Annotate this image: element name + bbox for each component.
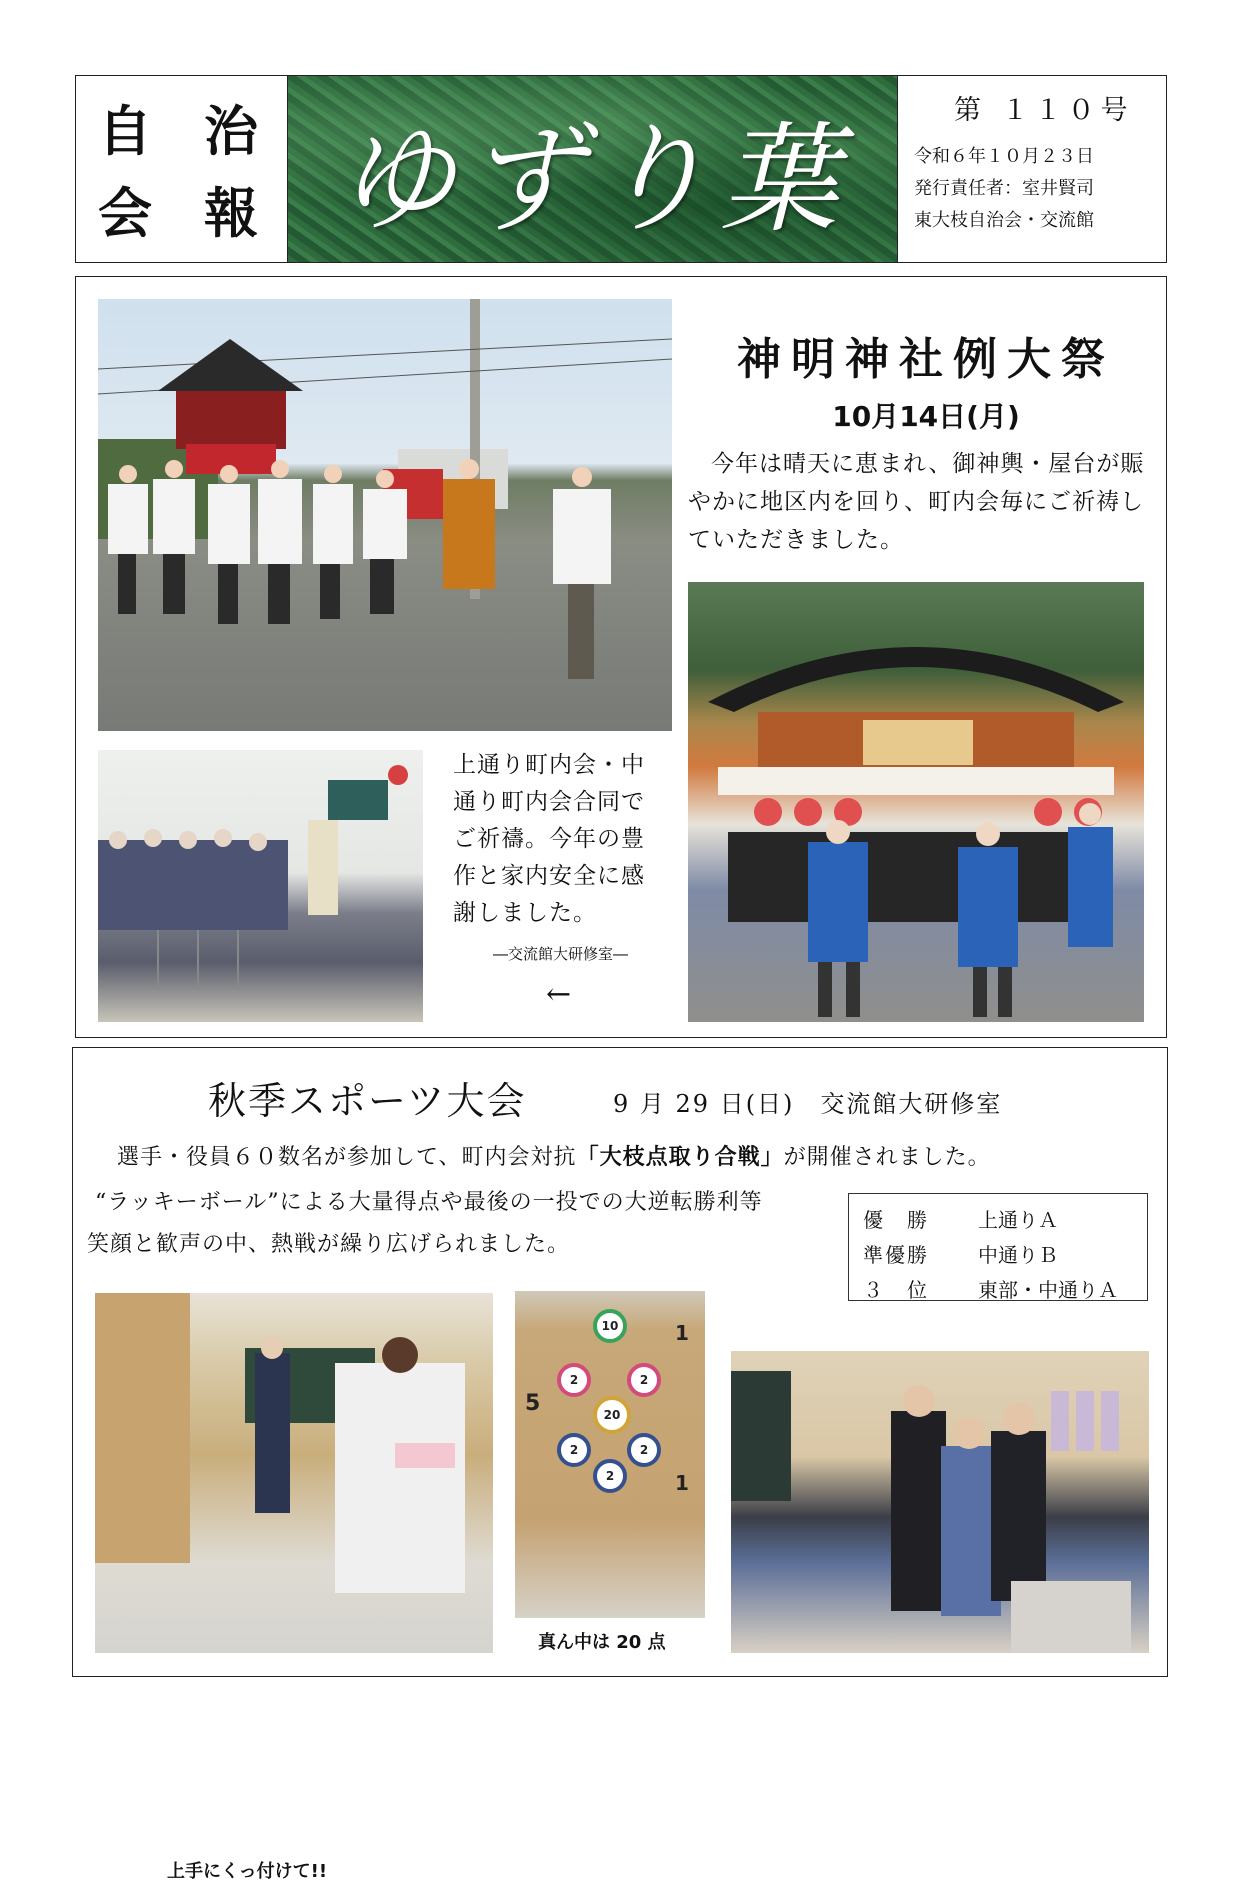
- publisher: 発行責任者：室井賢司: [914, 178, 1094, 199]
- board-target-top: 10: [593, 1309, 627, 1343]
- result-row: [863, 1274, 1147, 1309]
- throwing-photo: [95, 1293, 493, 1882]
- masthead-title-panel: [288, 76, 898, 262]
- masthead-char-2: 治: [204, 99, 258, 163]
- masthead-label-box: [76, 76, 288, 262]
- board-target: 2: [627, 1363, 661, 1397]
- result-row: [863, 1204, 1147, 1239]
- left-arrow-icon: ←: [546, 977, 572, 1012]
- target-board-photo: [515, 1291, 705, 1618]
- sports-line1-end: が開催されました。: [783, 1145, 991, 1170]
- board-target: 2: [593, 1459, 627, 1493]
- result-team: 上通りＡ: [978, 1208, 1058, 1232]
- sports-date-venue: 9 月 29 日(日) 交流館大研修室: [613, 1090, 1003, 1118]
- newsletter-title: ゆずり葉: [336, 110, 849, 248]
- result-rank: ３ 位: [863, 1278, 929, 1302]
- team-throwing-photo: [731, 1351, 1149, 1653]
- sports-body-line-1: [95, 1136, 1155, 1179]
- masthead-char-1: 自: [98, 99, 152, 163]
- masthead-char-3: 会: [98, 181, 152, 245]
- board-target: 2: [627, 1433, 661, 1467]
- masthead: [75, 75, 1167, 263]
- organization: 東大枝自治会・交流館: [914, 210, 1094, 231]
- board-corner-score: 1: [675, 1321, 689, 1345]
- board-corner-score: 1: [675, 1471, 689, 1495]
- sports-title: 秋季スポーツ大会: [208, 1079, 527, 1123]
- board-target: 2: [557, 1363, 591, 1397]
- board-target: 2: [557, 1433, 591, 1467]
- board-target-center: 20: [593, 1396, 631, 1434]
- result-rank: 優 勝: [863, 1208, 929, 1232]
- prayer-photo: [98, 750, 423, 1022]
- event-name: 「大枝点取り合戦」: [576, 1144, 784, 1170]
- result-row: [863, 1239, 1147, 1274]
- issue-number: 第 １１０号: [954, 95, 1134, 126]
- festival-title: 神明神社例大祭: [737, 334, 1115, 385]
- procession-photo: [98, 299, 672, 731]
- result-team: 中通りＢ: [978, 1243, 1058, 1267]
- sports-body-line-2: “ラッキーボール”による大量得点や最後の一投での大逆転勝利等: [95, 1190, 763, 1215]
- festival-body: 今年は晴天に恵まれ、御神輿・屋台が賑やかに地区内を回り、町内会毎にご祈祷していただきました。: [688, 451, 1145, 553]
- masthead-info: [898, 76, 1166, 262]
- festival-section: [75, 276, 1167, 1038]
- masthead-char-4: 報: [204, 181, 258, 245]
- result-team: 東部・中通りＡ: [978, 1278, 1118, 1302]
- festival-date: 10月14日(月): [832, 400, 1020, 433]
- target-board-caption: 真ん中は 20 点: [538, 1632, 666, 1653]
- sports-body-line-3: 笑顔と歓声の中、熱戦が繰り広げられました。: [87, 1232, 571, 1257]
- prayer-description: 上通り町内会・中通り町内会合同でご祈禱。今年の豊作と家内安全に感謝しました。: [453, 752, 645, 926]
- prayer-caption: ―交流館大研修室―: [492, 945, 628, 963]
- sports-line1-text: 選手・役員６０数名が参加して、町内会対抗: [117, 1145, 577, 1170]
- board-side-score: 5: [525, 1391, 541, 1416]
- results-box: [848, 1193, 1148, 1301]
- festival-float-photo: [688, 582, 1144, 1022]
- publication-date: 令和６年１０月２３日: [914, 146, 1094, 167]
- throwing-photo-caption: 上手にくっ付けて!!: [167, 1861, 328, 1882]
- sports-section: [72, 1047, 1168, 1882]
- result-rank: 準優勝: [863, 1243, 929, 1267]
